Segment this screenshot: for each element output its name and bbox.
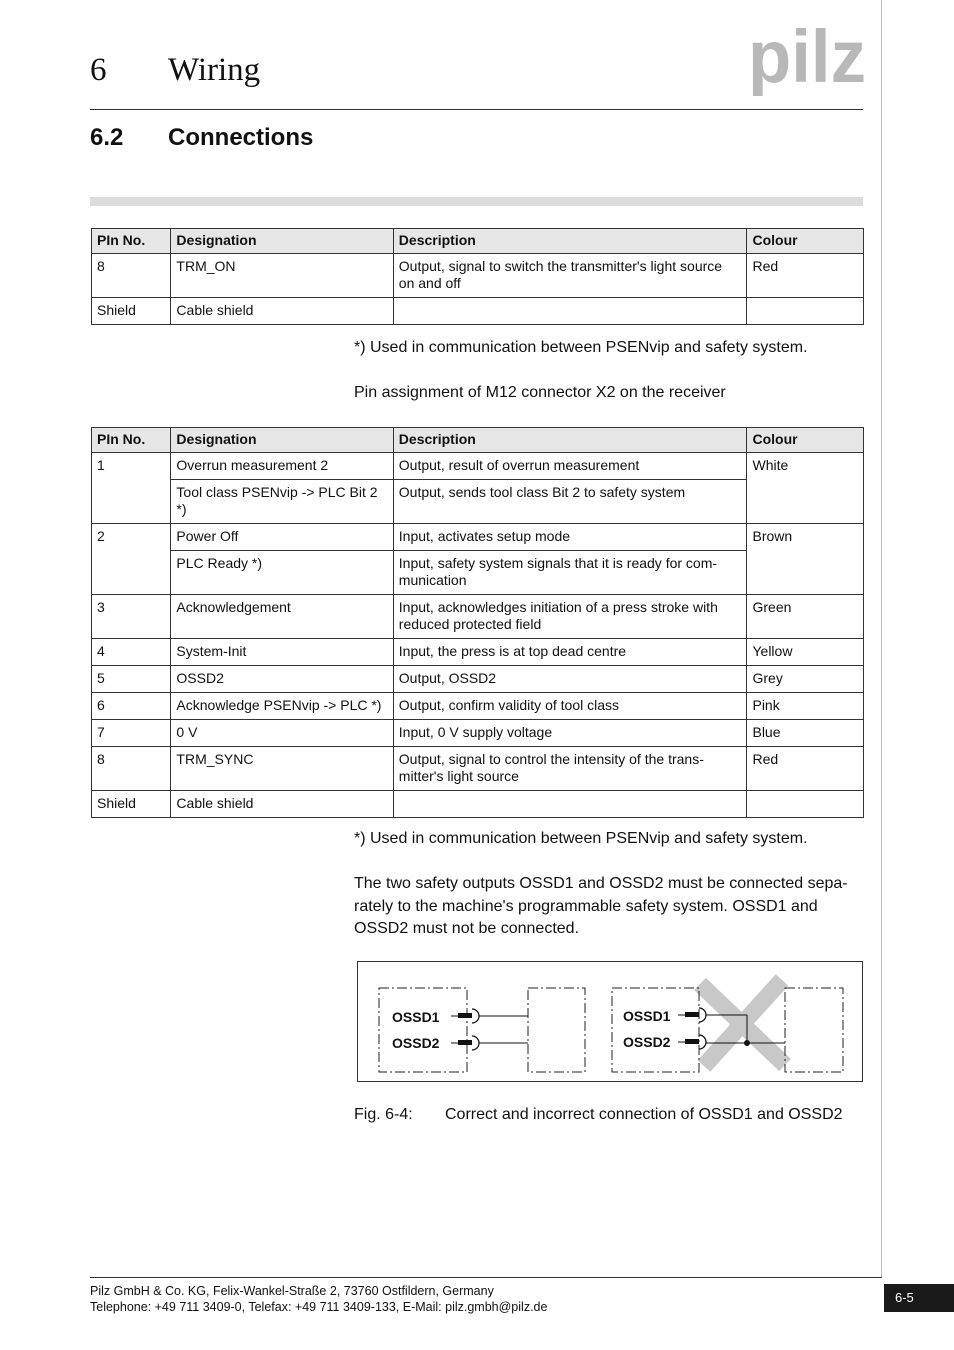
figure-caption-text: Correct and incorrect connection of OSSD1 and OSSD2 — [445, 1106, 843, 1123]
designation-cell: Tool class PSENvip -> PLC Bit 2 *) — [171, 480, 393, 524]
header-band — [90, 197, 863, 206]
designation-cell: System-Init — [171, 639, 393, 666]
colour-cell — [747, 298, 864, 325]
table-row — [92, 453, 864, 480]
ossd1-terminal — [685, 1012, 699, 1017]
ossd2-terminal — [458, 1040, 472, 1045]
description-cell: Output, result of overrun measurement — [393, 453, 747, 480]
colour-cell: Brown — [747, 524, 864, 595]
column-header-designation: Designation — [171, 229, 393, 254]
column-header-designation: Designation — [171, 428, 393, 453]
description-cell: Input, activates setup mode — [393, 524, 747, 551]
description-cell: Output, sends tool class Bit 2 to safety system — [393, 480, 747, 524]
footnote: *) Used in communication between PSENvip and safety system. — [354, 339, 808, 356]
ossd1-label: OSSD1 — [623, 1008, 671, 1024]
colour-cell: Red — [747, 254, 864, 298]
footnote: *) Used in communication between PSENvip and safety system. — [354, 830, 808, 847]
pin-cell: 8 — [92, 747, 171, 791]
chapter-title: Wiring — [168, 52, 261, 88]
pin-table-receiver — [91, 427, 864, 818]
column-header-colour: Colour — [747, 428, 864, 453]
footer — [90, 1283, 547, 1315]
description-cell — [393, 298, 747, 325]
receiver-table-heading: Pin assignment of M12 connector X2 on the receiver — [354, 384, 726, 401]
footer-rule — [90, 1277, 882, 1278]
footer-address: Pilz GmbH & Co. KG, Felix-Wankel-Straße 2, 73760 Ostfildern, Germany — [90, 1284, 494, 1298]
chapter-heading — [90, 52, 260, 89]
sensor-box — [612, 988, 699, 1072]
pin-cell: Shield — [92, 791, 171, 818]
pin-cell: 5 — [92, 666, 171, 693]
table-row — [92, 791, 864, 818]
colour-cell: Yellow — [747, 639, 864, 666]
ossd-instruction: The two safety outputs OSSD1 and OSSD2 must be connected sepa-rately to the machine's programmable safety system. OSSD1 and OSSD2 must not be connected. — [354, 875, 848, 937]
pilz-logo — [748, 24, 866, 96]
table-row — [92, 747, 864, 791]
ossd2-socket — [699, 1035, 706, 1049]
table-row — [92, 254, 864, 298]
table-row — [92, 720, 864, 747]
ossd-connection-figure — [357, 961, 863, 1082]
table-row — [92, 298, 864, 325]
figure-number: Fig. 6-4: — [354, 1106, 413, 1123]
designation-cell: TRM_SYNC — [171, 747, 393, 791]
designation-cell: OSSD2 — [171, 666, 393, 693]
svg-text:pilz: pilz — [748, 24, 866, 96]
description-cell: Input, the press is at top dead centre — [393, 639, 747, 666]
colour-cell: Pink — [747, 693, 864, 720]
table-row — [92, 693, 864, 720]
ossd1-terminal — [458, 1013, 472, 1018]
table-row — [92, 595, 864, 639]
designation-cell: Acknowledgement — [171, 595, 393, 639]
correct-connection — [379, 988, 585, 1072]
designation-cell: Acknowledge PSENvip -> PLC *) — [171, 693, 393, 720]
pin-cell: 2 — [92, 524, 171, 595]
description-cell — [393, 791, 747, 818]
pin-cell: 8 — [92, 254, 171, 298]
chapter-number: 6 — [90, 52, 107, 88]
designation-cell: Cable shield — [171, 791, 393, 818]
column-header-pin: PIn No. — [92, 428, 171, 453]
colour-cell: Grey — [747, 666, 864, 693]
table-row — [92, 524, 864, 551]
junction-dot — [744, 1040, 750, 1046]
column-header-description: Description — [393, 229, 747, 254]
column-header-colour: Colour — [747, 229, 864, 254]
colour-cell: Blue — [747, 720, 864, 747]
pin-cell: 1 — [92, 453, 171, 524]
footer-contact: Telephone: +49 711 3409-0, Telefax: +49 711 3409-133, E-Mail: pilz.gmbh@pilz.de — [90, 1300, 548, 1314]
pin-cell: Shield — [92, 298, 171, 325]
pin-cell: 7 — [92, 720, 171, 747]
figure-caption — [354, 1106, 843, 1124]
description-cell: Output, confirm validity of tool class — [393, 693, 747, 720]
section-number: 6.2 — [90, 124, 124, 151]
designation-cell: Overrun measurement 2 — [171, 453, 393, 480]
ossd2-label: OSSD2 — [623, 1034, 671, 1050]
ossd2-socket — [472, 1036, 479, 1050]
description-cell: Output, OSSD2 — [393, 666, 747, 693]
table-row — [92, 666, 864, 693]
description-cell: Input, 0 V supply voltage — [393, 720, 747, 747]
designation-cell: Power Off — [171, 524, 393, 551]
designation-cell: TRM_ON — [171, 254, 393, 298]
designation-cell: 0 V — [171, 720, 393, 747]
section-title: Connections — [168, 124, 314, 151]
ossd-diagram — [358, 962, 862, 1081]
ossd1-socket — [472, 1009, 479, 1023]
table-row — [92, 639, 864, 666]
colour-cell: Red — [747, 747, 864, 791]
column-header-pin: PIn No. — [92, 229, 171, 254]
pin-table-transmitter — [91, 228, 864, 325]
ossd1-socket — [699, 1008, 706, 1022]
designation-cell: PLC Ready *) — [171, 551, 393, 595]
table-header-row — [92, 428, 864, 453]
description-cell: Input, safety system signals that it is ready for com-munication — [393, 551, 747, 595]
description-cell: Output, signal to control the intensity of the trans-mitter's light source — [393, 747, 747, 791]
pin-cell: 3 — [92, 595, 171, 639]
page-number: 6-5 — [884, 1284, 954, 1312]
table-header-row — [92, 229, 864, 254]
ossd2-label: OSSD2 — [392, 1035, 440, 1051]
colour-cell: Green — [747, 595, 864, 639]
pin-cell: 6 — [92, 693, 171, 720]
colour-cell — [747, 791, 864, 818]
pin-cell: 4 — [92, 639, 171, 666]
colour-cell: White — [747, 453, 864, 524]
ossd2-terminal — [685, 1039, 699, 1044]
sensor-box — [379, 988, 467, 1072]
controller-box — [528, 988, 585, 1072]
page-edge-rule — [881, 0, 882, 1278]
description-cell: Output, signal to switch the transmitter's light source on and off — [393, 254, 747, 298]
section-heading — [90, 124, 313, 152]
header-rule — [90, 109, 863, 110]
designation-cell: Cable shield — [171, 298, 393, 325]
description-cell: Input, acknowledges initiation of a press stroke with reduced protected field — [393, 595, 747, 639]
column-header-description: Description — [393, 428, 747, 453]
ossd1-label: OSSD1 — [392, 1009, 440, 1025]
incorrect-connection — [612, 980, 843, 1072]
controller-box — [785, 988, 843, 1072]
